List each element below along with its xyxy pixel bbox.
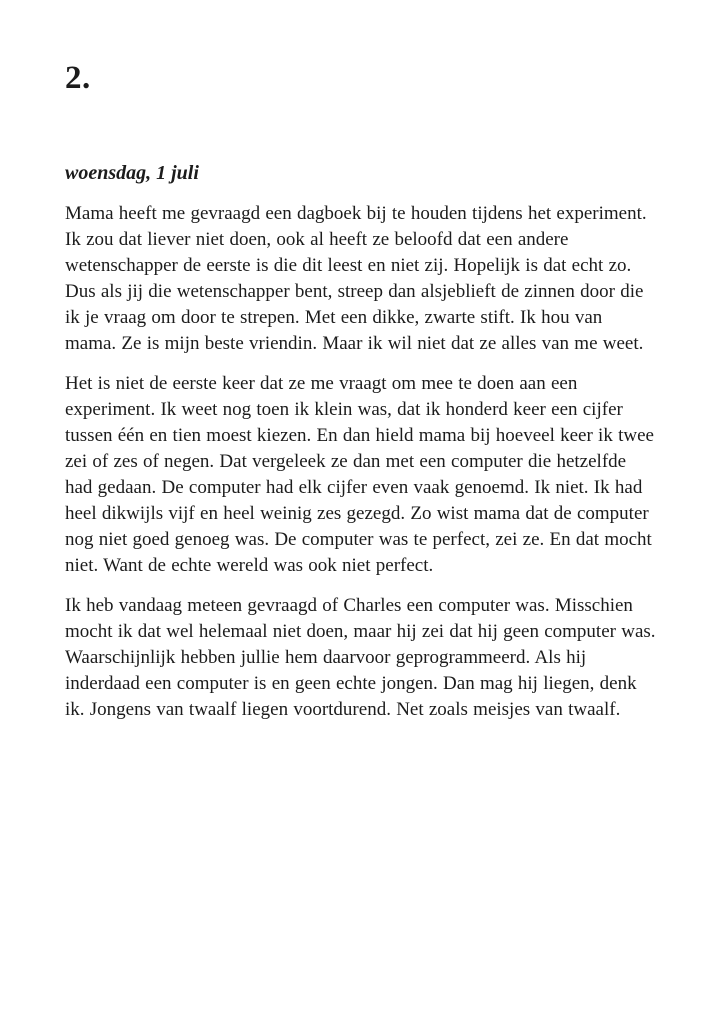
paragraph-3: Ik heb vandaag meteen gevraagd of Charles een computer was. Misschien mocht ik dat wel helemaal niet doen, maar hij zei dat hij geen computer was. Waarschijnlijk hebben jullie hem daarvoor geprogrammeerd. Als hij inderdaad een computer is en geen echte jongen. Dan mag hij liegen, denk ik. Jongens van twaalf liegen voortdurend. Net zoals meisjes van twaalf. — [65, 595, 656, 720]
paragraph-2: Het is niet de eerste keer dat ze me vraagt om mee te doen aan een experiment. Ik weet nog toen ik klein was, dat ik honderd keer een cijfer tussen één en tien moest kiezen. En dan hield mama bij hoeveel keer ik twee zei of zes of negen. Dat vergeleek ze dan met een computer die hetzelfde had gedaan. De computer had elk cijfer even vaak genoemd. Ik niet. Ik had heel dikwijls vijf en heel weinig zes gezegd. Zo wist mama dat de computer nog niet goed genoeg was. De computer was te perfect, zei ze. En dat mocht niet. Want de echte wereld was ook niet perfect. — [65, 373, 654, 576]
chapter-number: 2. — [65, 60, 91, 96]
paragraph-1: Mama heeft me gevraagd een dagboek bij te houden tijdens het experiment. Ik zou dat liever niet doen, ook al heeft ze beloofd dat een andere wetenschapper de eerste is die dit leest en niet zij. Hopelijk is dat echt zo. Dus als jij die wetenschapper bent, streep dan alsjeblieft de zinnen door die ik je vraag om door te strepen. Met een dikke, zwarte stift. Ik hou van mama. Ze is mijn beste vriendin. Maar ik wil niet dat ze alles van me weet. — [65, 203, 647, 354]
diary-body — [65, 201, 657, 723]
date-heading: woensdag, 1 juli — [65, 162, 199, 184]
